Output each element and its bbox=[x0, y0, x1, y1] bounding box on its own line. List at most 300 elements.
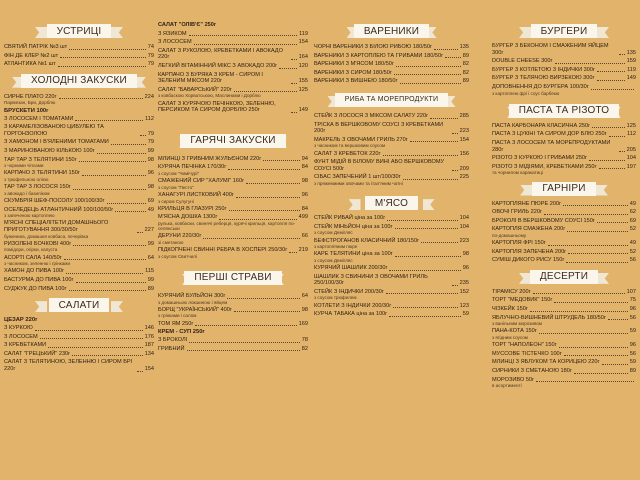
menu-item bbox=[492, 377, 636, 384]
menu-item-name: ТІРАМІСУ 200г bbox=[492, 288, 531, 295]
menu-item-price: 224 bbox=[144, 93, 154, 100]
menu-item-price: 96 bbox=[629, 342, 636, 349]
menu-item bbox=[4, 277, 154, 284]
menu-item-price: 49 bbox=[147, 206, 154, 213]
menu-item bbox=[4, 53, 154, 60]
dot-leader bbox=[609, 136, 625, 137]
menu-item-description: по-домашньому bbox=[492, 232, 527, 238]
menu-item-name: ПАСТА КАРБОНАРА КЛАСИЧНА 250г bbox=[492, 122, 591, 129]
menu-item bbox=[314, 174, 469, 181]
menu-item-name: МОРОЗИВО 50г bbox=[492, 376, 535, 383]
menu-item-price: 89 bbox=[147, 285, 154, 292]
first-list bbox=[158, 293, 308, 352]
dot-leader bbox=[386, 293, 458, 294]
fish-list bbox=[314, 113, 469, 186]
dot-leader bbox=[194, 44, 297, 45]
menu-item bbox=[492, 209, 636, 216]
menu-item-name: ВАРЕНИКИ З ВИШНЕЮ 180/50г bbox=[314, 78, 398, 85]
dot-leader bbox=[396, 66, 461, 67]
menu-item-name: ПАСТА З ЛОСОСЕМ ТА МОРЕПРОДУКТАМИ 280г bbox=[492, 139, 611, 153]
section-title: ПАСТА ТА РІЗОТО bbox=[509, 104, 620, 118]
menu-item bbox=[158, 87, 308, 94]
menu-subheading: КРЕМ - СУП 250г bbox=[158, 329, 205, 336]
menu-item-name: ТАР ТАР З ТЕЛЯТИНИ 150г bbox=[4, 156, 77, 163]
menu-item-price: 125 bbox=[298, 86, 308, 93]
menu-item-description: з часником та вершковим соусом bbox=[314, 143, 386, 149]
menu-item-price: 84 bbox=[301, 164, 308, 171]
menu-column-3 bbox=[314, 0, 469, 480]
dot-leader bbox=[567, 231, 628, 232]
menu-item bbox=[492, 328, 636, 335]
dot-leader bbox=[430, 118, 458, 119]
section-title: М'ЯСО bbox=[365, 196, 418, 210]
section-title: ГАРЯЧІ ЗАКУСКИ bbox=[180, 134, 285, 148]
dot-leader bbox=[40, 338, 143, 339]
menu-item-name: СМАЖЕНИЙ СИР "ХАЛУМІ" 160г bbox=[158, 178, 245, 185]
menu-item-description: рулька, ковбаски, свинячі реберця, курячі крильця, картопля по-селянськи bbox=[158, 220, 296, 232]
menu-item-price: 98 bbox=[147, 156, 154, 163]
menu-item bbox=[4, 207, 154, 214]
menu-item-name: МАКРЕЛЬ З ОВОЧАМИ ГРИЛЬ 270г bbox=[314, 136, 408, 143]
menu-item-price: 49 bbox=[629, 240, 636, 247]
menu-item-price: 104 bbox=[626, 155, 636, 162]
dot-leader bbox=[76, 282, 146, 283]
menu-item bbox=[4, 94, 154, 101]
menu-subheading: ЦЕЗАР 220г bbox=[4, 317, 38, 324]
section-ribbon-meat bbox=[357, 196, 427, 210]
menu-item-description: з часником, зеленню і грінками bbox=[4, 261, 71, 267]
cold-list bbox=[4, 94, 154, 292]
dot-leader bbox=[79, 161, 146, 162]
menu-item-price: 59 bbox=[629, 328, 636, 335]
dot-leader bbox=[599, 168, 625, 169]
section-title: ВАРЕНИКИ bbox=[354, 24, 429, 38]
dot-leader bbox=[59, 98, 143, 99]
menu-item-price: 59 bbox=[462, 311, 469, 318]
menu-item-name: САЛАТ З РУКОЛОЮ, КРЕВЕТКАМИ І АВОКАДО 220г bbox=[158, 47, 283, 61]
menu-item-name: СУМІШ ДИКОГО РИСУ 150г bbox=[492, 257, 565, 264]
section-title: ДЕСЕРТИ bbox=[530, 270, 598, 284]
menu-item bbox=[158, 72, 308, 85]
menu-item bbox=[4, 148, 154, 155]
menu-item-description: з грінками і салом bbox=[158, 313, 197, 319]
dot-leader bbox=[35, 330, 143, 331]
menu-item-price: 89 bbox=[629, 368, 636, 375]
menu-item bbox=[314, 159, 469, 172]
menu-item bbox=[314, 224, 469, 231]
menu-item-name: З БРОКОЛІ bbox=[158, 337, 188, 344]
menu-item bbox=[158, 63, 308, 70]
dot-leader bbox=[219, 219, 296, 220]
menu-item bbox=[158, 192, 308, 199]
menu-item-name: САЛАТ "БАВАРСЬКИЙ" 220г bbox=[158, 86, 232, 93]
menu-item-name: ОВОЧІ ГРИЛЬ 220г bbox=[492, 209, 543, 216]
menu-item bbox=[4, 116, 154, 123]
menu-item bbox=[158, 293, 308, 300]
dot-leader bbox=[69, 290, 146, 291]
menu-item-name: СУДЖУК ДО ПИВА 100г bbox=[4, 285, 67, 292]
menu-item-price: 146 bbox=[144, 325, 154, 332]
menu-item-price: 52 bbox=[629, 226, 636, 233]
dot-leader bbox=[608, 319, 628, 320]
dot-leader bbox=[559, 347, 628, 348]
menu-item-price: 56 bbox=[629, 314, 636, 321]
menu-item-price: 82 bbox=[301, 345, 308, 352]
section-ribbon-sides bbox=[528, 182, 600, 196]
menu-item-name: БАСТУРМА ДО ПИВА 100г bbox=[4, 276, 74, 283]
dot-leader bbox=[389, 270, 460, 271]
menu-item-price: 235 bbox=[459, 280, 469, 287]
dot-leader bbox=[602, 364, 628, 365]
menu-item-price: 115 bbox=[145, 268, 154, 275]
menu-item-name: ФУНТ МІДІЙ В БІЛОМУ ВИНІ АБО ВЕРШКОВОМУ СОУСІ 500г bbox=[314, 159, 445, 172]
menu-item-name: САЛАТ "ОЛІВ'Є" 250г bbox=[158, 22, 217, 28]
menu-item-description: зі сметаною bbox=[158, 239, 184, 245]
menu-item-price: 225 bbox=[459, 174, 469, 181]
dot-leader bbox=[554, 302, 627, 303]
menu-item-name: КАРТОПЛЯ ЗАПЕЧЕНА 200г bbox=[492, 248, 567, 255]
menu-item-price: 78 bbox=[301, 337, 308, 344]
menu-item bbox=[4, 325, 154, 332]
menu-item-price: 159 bbox=[626, 58, 636, 65]
menu-item bbox=[314, 53, 469, 60]
menu-item-description: з ванільним морозивом bbox=[492, 321, 543, 327]
menu-item-name: МУССОВЕ ТІСТЕЧКО 100г bbox=[492, 350, 562, 357]
menu-item-name: З ХАМОНОМ І В'ЯЛЕНИМИ ТОМАТАМИ bbox=[4, 139, 109, 146]
dot-leader bbox=[592, 127, 625, 128]
menu-item-price: 149 bbox=[298, 107, 308, 114]
menu-item bbox=[314, 44, 469, 51]
menu-item bbox=[158, 39, 308, 46]
section-ribbon-fish bbox=[336, 93, 448, 107]
menu-item-price: 104 bbox=[459, 223, 469, 230]
menu-item-name: РІЗОТО З КУРКОЮ І ГРИБАМИ 250г bbox=[492, 155, 588, 162]
menu-item-name: КАРТОПЛЯНЕ ПЮРЕ 200г bbox=[492, 200, 562, 207]
menu-item-name: ВАРЕНИКИ З СИРОМ 180/50г bbox=[314, 69, 392, 76]
dot-leader bbox=[58, 66, 146, 67]
menu-item-name: МЛИНЦІ З ЯБЛУКОМ ТА КОРИЦЕЮ 220г bbox=[492, 359, 600, 366]
menu-item bbox=[4, 124, 154, 137]
menu-item-price: 134 bbox=[144, 350, 154, 357]
menu-item-name: З МАРИНОВАНОЮ КІЛЬКОЮ 100г bbox=[4, 147, 95, 154]
menu-item-description: з картоплею фрі і соус барбекю bbox=[492, 90, 560, 96]
menu-item-price: 64 bbox=[301, 292, 308, 299]
dot-leader bbox=[189, 35, 298, 36]
dot-leader bbox=[195, 325, 296, 326]
menu-item bbox=[158, 22, 308, 29]
menu-item bbox=[492, 315, 636, 322]
menu-item bbox=[492, 58, 636, 65]
menu-item bbox=[492, 240, 636, 247]
menu-item-description: в асортименті bbox=[492, 383, 522, 389]
menu-item-price: 107 bbox=[626, 288, 636, 295]
dot-leader bbox=[566, 262, 627, 263]
menu-item-price: 219 bbox=[298, 247, 308, 254]
menu-item-price: 94 bbox=[301, 155, 308, 162]
section-ribbon-cold bbox=[20, 74, 138, 88]
section-title: САЛАТИ bbox=[49, 298, 110, 312]
dot-leader bbox=[263, 160, 299, 161]
dot-leader bbox=[289, 252, 296, 253]
menu-item bbox=[492, 155, 636, 162]
menu-item bbox=[4, 198, 154, 205]
menu-column-2 bbox=[158, 0, 308, 480]
menu-item-price: 499 bbox=[298, 214, 308, 221]
pasta-list bbox=[492, 123, 636, 176]
menu-item-price: 69 bbox=[629, 217, 636, 224]
menu-item-price: 187 bbox=[144, 342, 154, 349]
menu-item-price: 149 bbox=[626, 75, 636, 82]
dot-leader bbox=[563, 205, 628, 206]
menu-item-name: ГРИБНИЙ bbox=[158, 345, 185, 352]
menu-item bbox=[492, 351, 636, 358]
dot-leader bbox=[107, 203, 146, 204]
menu-item-name: БОРЩ "УКРАЇНСЬКИЙ" 400г bbox=[158, 306, 232, 313]
dot-leader bbox=[75, 120, 143, 121]
menu-item-name: КАРТОПЛЯ ФРІ 150г bbox=[492, 240, 546, 247]
section-ribbon-dumplings bbox=[355, 24, 429, 38]
menu-item-description: з соусом Свитчилі bbox=[158, 253, 197, 259]
dot-leader bbox=[387, 220, 457, 221]
menu-item-price: 56 bbox=[629, 350, 636, 357]
menu-item-price: 119 bbox=[299, 30, 308, 37]
menu-item-price: 79 bbox=[147, 52, 154, 59]
menu-item-price: 79 bbox=[147, 139, 154, 146]
menu-item-price: 96 bbox=[462, 265, 469, 272]
menu-item-name: СТЕЙК МІНЬЙОН ціна за 100г bbox=[314, 223, 393, 230]
menu-item bbox=[492, 226, 636, 233]
menu-item-price: 154 bbox=[144, 366, 154, 373]
menu-subheading: БРУСКЕТИ 100г bbox=[4, 107, 49, 114]
menu-item-name: ЧІЗКЕЙК 150г bbox=[492, 306, 528, 313]
menu-item bbox=[492, 342, 636, 349]
menu-item bbox=[492, 218, 636, 225]
menu-item bbox=[4, 342, 154, 349]
menu-item-name: ТАР ТАР З ЛОСОСЯ 150г bbox=[4, 184, 71, 191]
menu-item bbox=[314, 238, 469, 245]
menu-item bbox=[4, 255, 154, 262]
menu-item-name: СКУМБРІЯ ШЕФ-ПОСОЛУ 100/100/30г bbox=[4, 197, 105, 204]
menu-item bbox=[158, 337, 308, 344]
oysters-list bbox=[4, 44, 154, 68]
menu-item bbox=[4, 170, 154, 177]
dot-leader bbox=[82, 175, 146, 176]
section-ribbon-oysters bbox=[43, 24, 115, 38]
menu-item bbox=[314, 78, 469, 85]
dot-leader bbox=[597, 71, 625, 72]
menu-item bbox=[158, 101, 308, 114]
menu-item bbox=[492, 257, 636, 264]
menu-item-description: з трюфельною олією bbox=[4, 176, 49, 182]
menu-item-name: ФІН ДЕ КЛЕР №2 шт bbox=[4, 52, 59, 59]
burgers-list bbox=[492, 43, 636, 96]
dot-leader bbox=[227, 298, 299, 299]
menu-item-name: ВАРЕНИКИ З КАРТОПЛЕЮ ТА ГРИБАМИ 180/50г bbox=[314, 52, 444, 59]
dot-leader bbox=[97, 153, 146, 154]
menu-item bbox=[4, 351, 154, 358]
dot-leader bbox=[389, 316, 461, 317]
menu-column-4 bbox=[492, 0, 636, 480]
section-title: УСТРИЦІ bbox=[47, 24, 112, 38]
menu-item bbox=[314, 151, 469, 158]
menu-item-price: 135 bbox=[459, 44, 469, 50]
menu-item bbox=[158, 178, 308, 185]
menu-item-price: 89 bbox=[462, 52, 469, 59]
menu-item bbox=[314, 61, 469, 68]
menu-item bbox=[158, 346, 308, 353]
menu-item-name: САЛАТ З КРЕВЕТОК 220г bbox=[314, 150, 381, 157]
dot-leader bbox=[203, 238, 299, 239]
dot-leader bbox=[64, 259, 146, 260]
menu-item-name: М'ЯСНІ СПЕЦІАЛІТЕТИ ДОМАШНЬОГО ПРИГОТУВАННЯ 300/30/50г bbox=[4, 220, 109, 233]
section-ribbon-salads bbox=[43, 298, 115, 312]
dot-leader bbox=[555, 63, 625, 64]
menu-item bbox=[4, 61, 154, 68]
section-title: БУРГЕРИ bbox=[531, 24, 598, 38]
menu-item-name: БЕФСТРОГАНОВ КЛАСИЧНИЙ 180/150г bbox=[314, 237, 420, 244]
menu-item-name: АСОРТІ САЛА 140/50г bbox=[4, 254, 62, 261]
menu-item-price: 154 bbox=[459, 136, 469, 143]
menu-item-name: СВЯТИЙ ПАТРІК №3 шт bbox=[4, 44, 68, 50]
menu-item-name: ПАСТА З ЦУКІНІ ТА СИРОМ ДОР БЛЮ 250г bbox=[492, 131, 607, 138]
menu-item-description: з чорними чіпсами bbox=[4, 163, 44, 169]
menu-item-name: РИЗОЛЕНІ БОЧКОВІ 400г bbox=[4, 240, 72, 247]
dot-leader bbox=[73, 189, 146, 190]
menu-item-description: з соусом "Чимічурі" bbox=[158, 170, 200, 176]
section-title: ХОЛОДНІ ЗАКУСКИ bbox=[21, 74, 137, 88]
menu-item-description: з пряжемиими овочами та італ'яним чатні bbox=[314, 180, 403, 186]
menu-item bbox=[314, 265, 469, 272]
menu-item-description: з картопляним пюре bbox=[314, 244, 358, 250]
menu-item bbox=[314, 303, 469, 310]
menu-item-price: 155 bbox=[298, 78, 308, 85]
menu-item-name: БУРГЕР З ТЕЛЯЧОЮ ВИРЗЕКОЮ 300г bbox=[492, 75, 595, 82]
menu-item bbox=[314, 113, 469, 120]
menu-item bbox=[492, 289, 636, 296]
menu-item bbox=[492, 75, 636, 82]
menu-item bbox=[158, 233, 308, 240]
menu-item bbox=[492, 359, 636, 366]
section-ribbon-desserts bbox=[527, 270, 601, 284]
menu-item-price: 123 bbox=[459, 302, 469, 309]
dot-leader bbox=[228, 169, 299, 170]
menu-item-name: БРОКОЛІ В ВЕРШКОВОМУ СОУСІ 150г bbox=[492, 217, 595, 224]
menu-item-price: 96 bbox=[629, 306, 636, 313]
menu-item bbox=[4, 241, 154, 248]
menu-item-name: КАРЕ ТЕЛЯТИНИ ціна за 100г bbox=[314, 251, 393, 258]
menu-item-description: Пармезан, Бри, Дорблю bbox=[4, 100, 56, 106]
dot-leader bbox=[395, 256, 461, 257]
dot-leader bbox=[400, 83, 461, 84]
menu-item-name: СІБАС ЗАПЕЧЕНИЙ 1 шт/100/30г bbox=[314, 174, 401, 181]
menu-item-name: З КАРАМЕЛІЗОВАНОЮ ЦИБУЛЕЮ ТА ГОРГОНЗОЛОЮ bbox=[4, 124, 104, 137]
dot-leader bbox=[111, 144, 146, 145]
menu-item-price: 98 bbox=[301, 306, 308, 313]
menu-item-name: З КРЕВЕТКАМИ bbox=[4, 342, 47, 349]
menu-item-name: РІЗОТО З МІДІЯМИ, КРЕВЕТКАМИ 250г bbox=[492, 163, 597, 170]
menu-item-price: 52 bbox=[629, 248, 636, 255]
menu-item-name: З ЛОСОСЕМ І ТОМАТАМИ bbox=[4, 115, 74, 122]
menu-item bbox=[492, 164, 636, 171]
dot-leader bbox=[536, 381, 634, 382]
menu-item-description: буженина, домашня ковбаса, печерівка bbox=[4, 233, 89, 239]
menu-item bbox=[492, 84, 636, 91]
menu-item-price: 152 bbox=[459, 288, 469, 295]
menu-item-price: 69 bbox=[147, 197, 154, 204]
menu-item bbox=[158, 206, 308, 213]
dot-leader bbox=[597, 222, 628, 223]
menu-item-price: 99 bbox=[147, 276, 154, 283]
menu-item-price: 154 bbox=[298, 39, 308, 46]
menu-item bbox=[4, 44, 154, 51]
menu-item bbox=[4, 359, 154, 372]
menu-item bbox=[314, 215, 469, 222]
menu-item-name: ПІДКОПЧЕНІ СВИННІ РЕБРА В ХОСПЕРІ 250/30г bbox=[158, 247, 288, 254]
dot-leader bbox=[539, 333, 628, 334]
menu-item-price: 98 bbox=[462, 251, 469, 258]
desserts-list bbox=[492, 289, 636, 389]
menu-item-price: 223 bbox=[459, 237, 469, 244]
menu-item-name: КУРЯЧИЙ БУЛЬЙОН 300г bbox=[158, 292, 226, 299]
dot-leader bbox=[548, 245, 628, 246]
menu-item bbox=[314, 251, 469, 258]
section-ribbon-burgers bbox=[527, 24, 601, 38]
hot-list bbox=[158, 156, 308, 259]
menu-item-price: 169 bbox=[298, 320, 308, 327]
dot-leader bbox=[533, 293, 625, 294]
menu-item-name: БУРГЕР З КОТЛЕТОЮ З ІНДИЧКИ 300г bbox=[492, 66, 596, 73]
dot-leader bbox=[189, 342, 299, 343]
section-ribbon-hot bbox=[187, 134, 279, 148]
dot-leader bbox=[115, 211, 145, 212]
menu-item-name: ПАНА-КОТА 150г bbox=[492, 328, 537, 335]
menu-item bbox=[4, 139, 154, 146]
menu-item-price: 96 bbox=[147, 170, 154, 177]
menu-item-price: 82 bbox=[462, 69, 469, 76]
dot-leader bbox=[530, 311, 628, 312]
menu-item-name: ШАШЛИК З СВИНИНИ З ОВОЧАМИ ГРИЛЬ 250/100/30г bbox=[314, 273, 428, 287]
menu-item bbox=[492, 43, 636, 56]
dot-leader bbox=[394, 74, 461, 75]
dot-leader bbox=[393, 307, 457, 308]
dot-leader bbox=[187, 350, 300, 351]
menu-item bbox=[4, 184, 154, 191]
menu-item bbox=[492, 140, 636, 153]
menu-item-name: КУРЯЧИЙ ШАШЛИК 200/30г bbox=[314, 265, 388, 272]
menu-item-name: ТОМ ЯМ 250г bbox=[158, 320, 194, 327]
menu-item bbox=[314, 70, 469, 77]
menu-item-price: 120 bbox=[298, 62, 308, 69]
menu-item-price: 49 bbox=[629, 200, 636, 207]
menu-item bbox=[314, 137, 469, 144]
menu-item bbox=[158, 214, 308, 221]
menu-item-name: КАРПАЧО З БУРЯКА З КРЕМ - СИРОМ І ЗЕЛЕНИМ МІКСОМ 220г bbox=[158, 71, 263, 85]
menu-item-name: МЛИНЦІ З ГРИБНИМ ЖУЛЬЄНОМ 220г bbox=[158, 155, 262, 162]
menu-item-description: з ягідним соусом bbox=[492, 335, 528, 341]
menu-item-name: САЛАТ З КУРЯЧОЮ ПЕЧІНКОЮ, ЗЕЛЕННЮ, ПЕРСИКОМ ТА СИРОМ ДОРБЛЮ 250г bbox=[158, 100, 276, 114]
menu-item-name: САЛАТ З ТЕЛЯТИНОЮ, ЗЕЛЕННЮ І СИРОМ БРІ 220г bbox=[4, 359, 133, 373]
menu-item-name: ХАМОН ДО ПИВА 100г bbox=[4, 268, 65, 275]
menu-item-name: СИРНИКИ З СМЕТАНОЮ 180г bbox=[492, 368, 572, 375]
menu-item-name: КУРЯЧА ПЕЧІНКА 170/30г bbox=[158, 164, 227, 171]
menu-item-price: 164 bbox=[298, 54, 308, 61]
menu-item-name: САЛАТ "ГРЕЦЬКИЙ" 230г bbox=[4, 350, 71, 357]
menu-item-description: з соусом Демігляс bbox=[314, 257, 353, 263]
menu-item-name: ТОРТ "НАПОЛЕОН" 150г bbox=[492, 342, 557, 349]
menu-item-description: з сиром Сулугуні bbox=[158, 198, 194, 204]
menu-item-price: 79 bbox=[147, 130, 154, 137]
menu-item-price: 84 bbox=[301, 205, 308, 212]
